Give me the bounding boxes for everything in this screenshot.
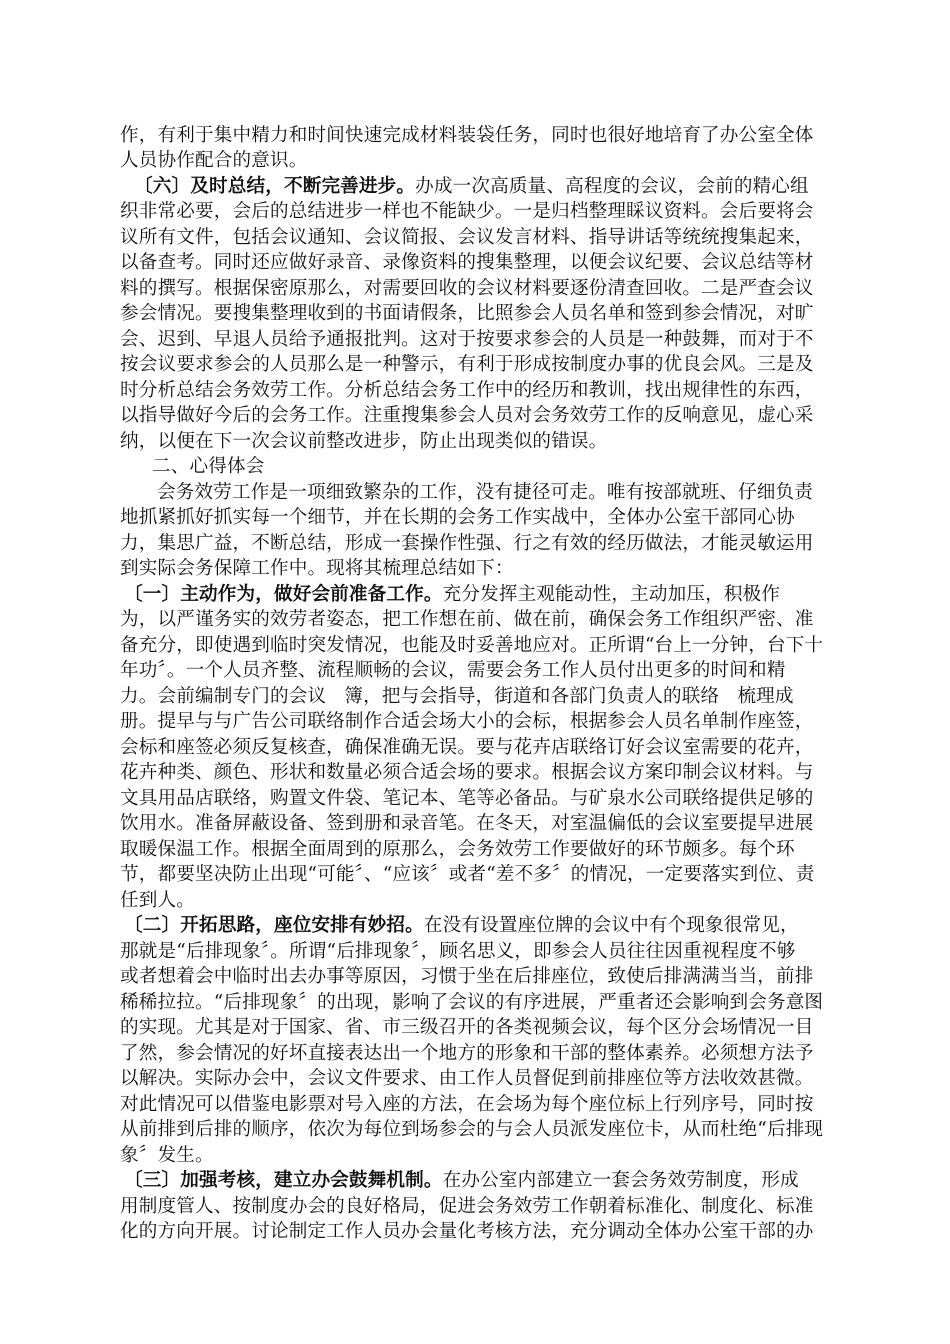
- text-line: 象〞发生。: [120, 1145, 214, 1166]
- text-line: 的实现。尤其是对于国家、省、市三级召开的各类视频会议，每个区分会场情况一目: [120, 1017, 814, 1038]
- text-line: 用制度管人、按制度办会的良好格局，促进会务效劳工作朝着标准化、制度化、标准: [120, 1196, 814, 1217]
- text-line: 取暖保温工作。根据全面周到的原那么，会务效劳工作要做好的环节颇多。每个环: [120, 839, 795, 860]
- text-line: 化的方向开展。讨论制定工作人员办会量化考核方法，充分调动全体办公室干部的办: [120, 1221, 814, 1242]
- text-line: 稀稀拉拉。“后排现象〞的出现，影响了会议的有序进展，严重者还会影响到会务意图: [120, 992, 824, 1013]
- text-line: 地抓紧抓好抓实每一个细节，并在长期的会务工作实战中，全体办公室干部同心协: [120, 507, 795, 528]
- text-line: 为，以严谨务实的效劳者姿态，把工作想在前、做在前，确保会务工作组织严密、准: [120, 609, 814, 630]
- section-3-paragraph: [124, 1169, 799, 1193]
- text-line: 按会议要求参会的人员那么是一种警示，有利于形成按制度办事的优良会风。三是及: [120, 354, 814, 375]
- text-line: 文具用品店联络，购置文件袋、笔记本、笔等必备品。与矿泉水公司联络提供足够的: [120, 788, 814, 809]
- section-1-heading: 〔一〕主动作为，做好会前准备工作。: [124, 584, 443, 605]
- section-6-heading: 〔六〕及时总结，不断完善进步。: [134, 176, 416, 197]
- text-line: 力。会前编制专门的会议 簿，把与会指导，街道和各部门负责人的联络 梳理成: [120, 686, 794, 707]
- section-2-text: 在没有设置座位牌的会议中有个现象很常见，: [423, 915, 799, 936]
- text-line: 那就是“后排现象〞。所谓“后排现象〞，顾名思义，即参会人员往往因重视程度不够: [120, 941, 796, 962]
- text-line: 以解决。实际办会中，会议文件要求、由工作人员督促到前排座位等方法收效甚微。: [120, 1068, 814, 1089]
- text-line: 年功〞。一个人员齐整、流程顺畅的会议，需要会务工作人员付出更多的时间和精: [120, 660, 786, 681]
- text-line: 备充分，即使遇到临时突发情况，也能及时妥善地应对。正所谓“台上一分钟，台下十: [120, 635, 824, 656]
- text-line: 力，集思广益，不断总结，形成一套操作性强、行之有效的经历做法，才能灵敏运用: [120, 533, 814, 554]
- text-line: 作，有利于集中精力和时间快速完成材料装袋任务，同时也很好地培育了办公室全体: [120, 125, 814, 146]
- text-line: 参会情况。要搜集整理收到的书面请假条，比照参会人员名单和签到参会情况，对旷: [120, 303, 814, 324]
- section-3-text: 在办公室内部建立一套会务效劳制度，形成: [442, 1170, 799, 1191]
- text-line: 到实际会务保障工作中。现将其梳理总结如下：: [120, 558, 514, 579]
- text-line: 以备查考。同时还应做好录音、录像资料的搜集整理，以便会议纪要、会议总结等材: [120, 252, 814, 273]
- text-line: 织非常必要，会后的总结进步一样也不能缺少。一是归档整理睬议资料。会后要将会: [120, 201, 814, 222]
- text-line: 册。提早与与广告公司联络制作合适会场大小的会标，根据参会人员名单制作座签，: [120, 711, 814, 732]
- text-line: 时分析总结会务效劳工作。分析总结会务工作中的经历和教训，找出规律性的东西，: [120, 380, 814, 401]
- text-line: 议所有文件，包括会议通知、会议简报、会议发言材料、指导讲话等统统搜集起来，: [120, 227, 814, 248]
- section-6-text: 办成一次高质量、高程度的会议，会前的精心组: [415, 176, 809, 197]
- text-line: 从前排到后排的顺序，依次为每位到场参会的与会人员派发座位卡，从而杜绝“后排现: [120, 1119, 824, 1140]
- text-line: 了然，参会情况的好坏直接表达出一个地方的形象和干部的整体素养。必须想方法予: [120, 1043, 814, 1064]
- section-3-heading: 〔三〕加强考核，建立办会鼓舞机制。: [124, 1170, 443, 1191]
- text-line: 人员协作配合的意识。: [120, 150, 308, 171]
- text-line: 饮用水。准备屏蔽设备、签到册和录音笔。在冬天，对室温偏低的会议室要提早进展: [120, 813, 814, 834]
- text-line: 任到人。: [120, 890, 195, 911]
- section-1-paragraph: [124, 583, 780, 607]
- text-line: 对此情况可以借鉴电影票对号入座的方法，在会场为每个座位标上行列序号，同时按: [120, 1094, 814, 1115]
- section-2-heading: 〔二〕开拓思路，座位安排有妙招。: [124, 915, 424, 936]
- text-line: 以指导做好今后的会务工作。注重搜集参会人员对会务效劳工作的反响意见，虚心采: [120, 405, 814, 426]
- text-line: 会、迟到、早退人员给予通报批判。这对于按要求参会的人员是一种鼓舞，而对于不: [120, 329, 814, 350]
- text-line: 或者想着会中临时出去办事等原因，习惯于坐在后排座位，致使后排满满当当，前排: [120, 966, 814, 987]
- section-heading: 二、心得体会: [152, 456, 265, 477]
- section-6-paragraph: [134, 175, 809, 199]
- section-1-text: 充分发挥主观能动性，主动加压，积极作: [442, 584, 781, 605]
- text-line: 会务效劳工作是一项细致繁杂的工作，没有捷径可走。唯有按部就班、仔细负责: [157, 482, 814, 503]
- text-line: 料的撰写。根据保密原那么，对需要回收的会议材料要逐份清查回收。二是严查会议: [120, 278, 814, 299]
- text-line: 节，都要坚决防止出现“可能〞、“应该〞或者“差不多〞的情况，一定要落实到位、责: [120, 864, 815, 885]
- text-line: 花卉种类、颜色、形状和数量必须合适会场的要求。根据会议方案印制会议材料。与: [120, 762, 814, 783]
- text-line: 会标和座签必须反复核查，确保准确无误。要与花卉店联络订好会议室需要的花卉，: [120, 737, 814, 758]
- section-2-paragraph: [124, 914, 799, 938]
- text-line: 纳，以便在下一次会议前整改进步，防止出现类似的错误。: [120, 431, 608, 452]
